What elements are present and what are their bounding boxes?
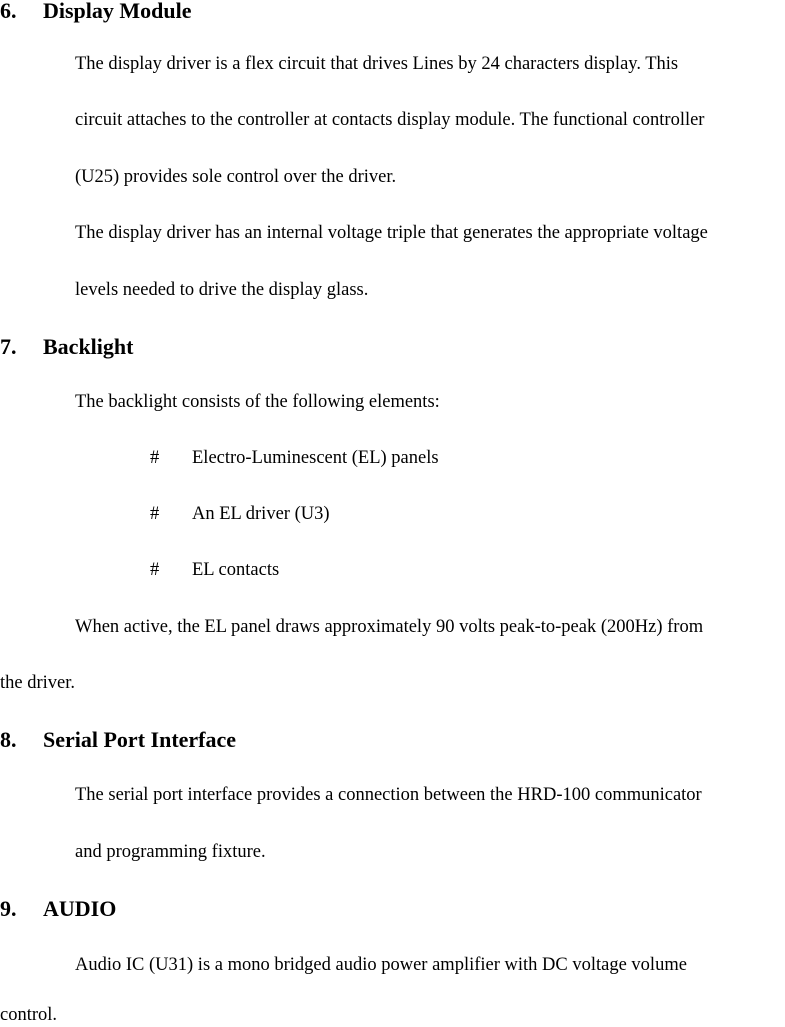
section-number: 6.	[0, 0, 17, 23]
paragraph-line: control.	[0, 1005, 58, 1025]
list-item-text: Electro-Luminescent (EL) panels	[192, 448, 439, 468]
bullet-mark: #	[150, 448, 160, 468]
paragraph-line: circuit attaches to the controller at contacts display module. The functional controller	[75, 110, 705, 130]
paragraph-line: The display driver is a flex circuit that drives Lines by 24 characters display. This	[75, 54, 679, 74]
section-title: AUDIO	[43, 896, 117, 921]
section-title: Backlight	[43, 334, 134, 359]
list-item	[150, 448, 439, 468]
list-item	[150, 560, 279, 580]
section-number: 7.	[0, 334, 17, 359]
list-item-text: An EL driver (U3)	[192, 504, 330, 524]
paragraph-line: levels needed to drive the display glass.	[75, 280, 369, 300]
paragraph-line: (U25) provides sole control over the driver.	[75, 167, 397, 187]
list-item-text: EL contacts	[192, 560, 280, 580]
section-heading-backlight	[0, 336, 133, 358]
paragraph-line: The serial port interface provides a connection between the HRD-100 communicator	[75, 785, 702, 805]
paragraph-line: The display driver has an internal voltage triple that generates the appropriate voltage	[75, 223, 708, 243]
section-heading-serial-port-interface	[0, 729, 236, 751]
section-heading-audio	[0, 898, 116, 920]
section-heading-display-module	[0, 0, 192, 22]
bullet-mark: #	[150, 504, 160, 524]
list-item	[150, 504, 330, 524]
section-title: Display Module	[43, 0, 192, 23]
paragraph-line: Audio IC (U31) is a mono bridged audio power amplifier with DC voltage volume	[75, 955, 687, 975]
bullet-mark: #	[150, 560, 160, 580]
section-number: 8.	[0, 727, 17, 752]
section-number: 9.	[0, 896, 17, 921]
paragraph-line: the driver.	[0, 673, 76, 693]
paragraph-line: The backlight consists of the following elements:	[75, 392, 440, 412]
paragraph-line: When active, the EL panel draws approximately 90 volts peak-to-peak (200Hz) from	[75, 617, 704, 637]
section-title: Serial Port Interface	[43, 727, 237, 752]
paragraph-line: and programming fixture.	[75, 842, 266, 862]
